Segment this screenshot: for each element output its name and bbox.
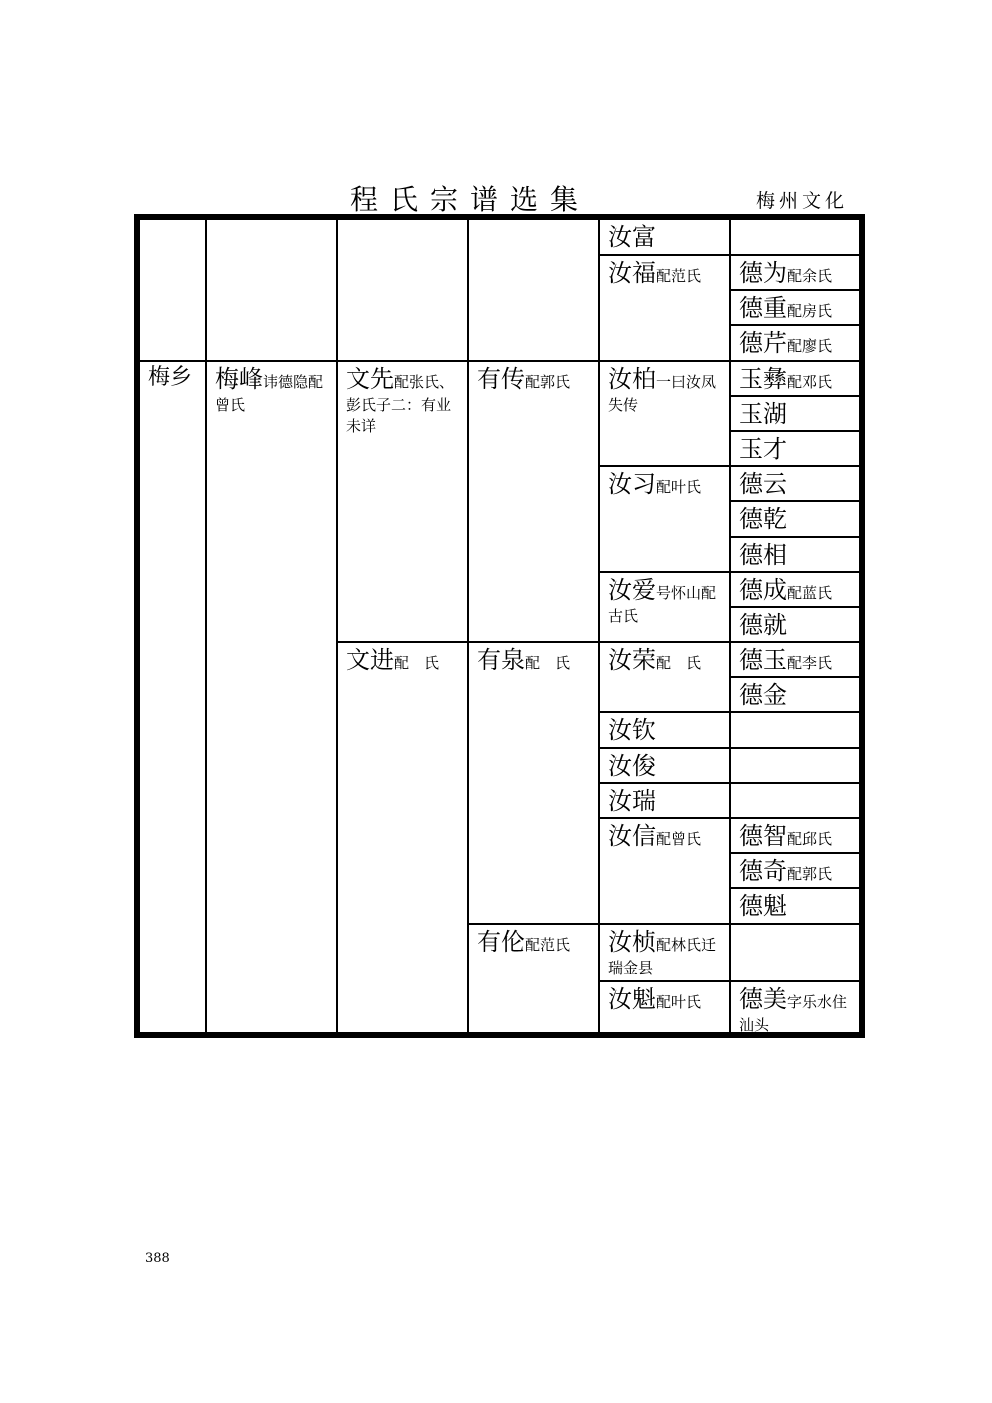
gen4-cell [599,642,730,712]
gen5-cell [730,818,859,853]
person-name: 汝富 [608,223,656,251]
person-note: 配曾氏 [656,830,702,848]
gen1-cell-empty [206,220,337,361]
book-title: 程氏宗谱选集 [350,183,591,216]
person-note: 讳德隐配曾氏 [215,372,324,414]
person-name: 德美 [739,984,787,1013]
person-name: 汝桢 [608,927,656,956]
gen4-cell [599,818,730,924]
place-cell [140,361,206,1037]
gen5-cell [730,642,859,677]
person-name: 德云 [739,470,787,499]
person-name: 汝习 [608,470,656,499]
person-note: 配张氏、彭氏子二：有业未详 [346,372,455,435]
gen5-cell [730,607,859,642]
person-name: 德奇 [739,857,787,886]
person-name: 德金 [739,681,787,710]
gen4-cell [599,220,730,255]
person-note: 一曰汝凤失传 [608,372,717,414]
gen4-cell [599,924,730,981]
gen5-cell-empty [730,783,859,818]
genealogy-table [140,220,859,1038]
person-name: 德就 [739,610,787,639]
person-name: 玉彝 [739,364,787,393]
gen2-cell [337,642,468,1036]
gen4-cell [599,981,730,1037]
person-name: 汝荣 [608,646,656,675]
person-name: 文先 [346,364,394,393]
gen2-cell-empty [337,220,468,361]
gen4-cell [599,783,730,818]
person-name: 德魁 [739,892,787,921]
person-name: 梅峰 [215,364,263,393]
gen5-cell [730,572,859,607]
person-note: 号怀山配古氏 [608,583,717,625]
gen5-cell [730,677,859,712]
person-name: 德智 [739,822,787,850]
genealogy-frame [134,214,865,1038]
gen3-cell [468,642,599,924]
person-name: 有泉 [477,646,525,675]
gen5-cell-empty [730,748,859,783]
gen4-cell [599,361,730,467]
gen5-cell [730,361,859,396]
person-note: 配范氏 [525,935,571,954]
gen5-cell [730,290,859,325]
person-name: 玉才 [739,434,787,463]
person-note: 字乐水住汕头 [739,992,848,1034]
gen5-cell-empty [730,712,859,747]
person-note: 配廖氏 [787,337,833,356]
gen5-cell-empty [730,924,859,981]
gen3-cell-empty [468,220,599,361]
publisher-name: 梅州文化 [756,190,849,212]
gen5-cell-empty [730,220,859,255]
gen3-cell [468,361,599,643]
gen5-cell [730,325,859,360]
gen4-cell [599,466,730,572]
person-note: 配房氏 [787,302,833,321]
gen2-cell [337,361,468,643]
person-name: 汝信 [608,822,656,850]
person-name: 德成 [739,575,787,604]
person-note: 配李氏 [787,654,833,673]
person-name: 玉湖 [739,399,787,428]
person-note: 配 氏 [394,654,440,673]
person-note: 配林氏迁瑞金县 [608,935,717,977]
gen5-cell [730,396,859,431]
person-name: 汝爱 [608,575,656,604]
gen3-cell [468,924,599,1037]
person-note: 配余氏 [787,267,833,285]
person-note: 配郭氏 [525,372,571,391]
person-name: 德重 [739,294,787,323]
gen5-cell [730,888,859,923]
person-name: 汝俊 [608,751,656,780]
person-name: 德芹 [739,329,787,358]
person-note: 配叶氏 [656,478,702,497]
gen5-cell [730,255,859,290]
person-note: 配叶氏 [656,992,702,1011]
page-number: 388 [145,1251,170,1266]
person-name: 汝瑞 [608,786,656,815]
person-name: 有伦 [477,927,525,956]
gen5-cell [730,501,859,536]
person-note: 配 氏 [656,654,702,673]
person-note: 配 氏 [525,654,571,673]
person-name: 德玉 [739,646,787,675]
person-name: 汝钦 [608,716,656,745]
gen5-cell [730,981,859,1037]
gen5-cell [730,431,859,466]
gen4-cell [599,712,730,747]
person-name: 汝魁 [608,984,656,1013]
gen5-cell [730,537,859,572]
person-note: 配范氏 [656,267,702,285]
person-name: 有传 [477,364,525,393]
person-note: 配蓝氏 [787,583,833,602]
person-name: 汝福 [608,259,656,287]
person-note: 配郭氏 [787,865,833,884]
person-name: 德乾 [739,505,787,534]
person-name: 德相 [739,540,787,569]
gen4-cell [599,748,730,783]
person-name: 汝柏 [608,364,656,393]
person-name: 德为 [739,259,787,287]
gen1-cell [206,361,337,1037]
gen5-cell [730,466,859,501]
place-cell-empty [140,220,206,361]
gen5-cell [730,853,859,888]
person-note: 配邱氏 [787,830,833,848]
person-note: 配邓氏 [787,372,833,391]
gen4-cell [599,572,730,642]
gen4-cell [599,255,730,361]
place-name: 梅乡 [148,364,193,390]
person-name: 文进 [346,646,394,675]
